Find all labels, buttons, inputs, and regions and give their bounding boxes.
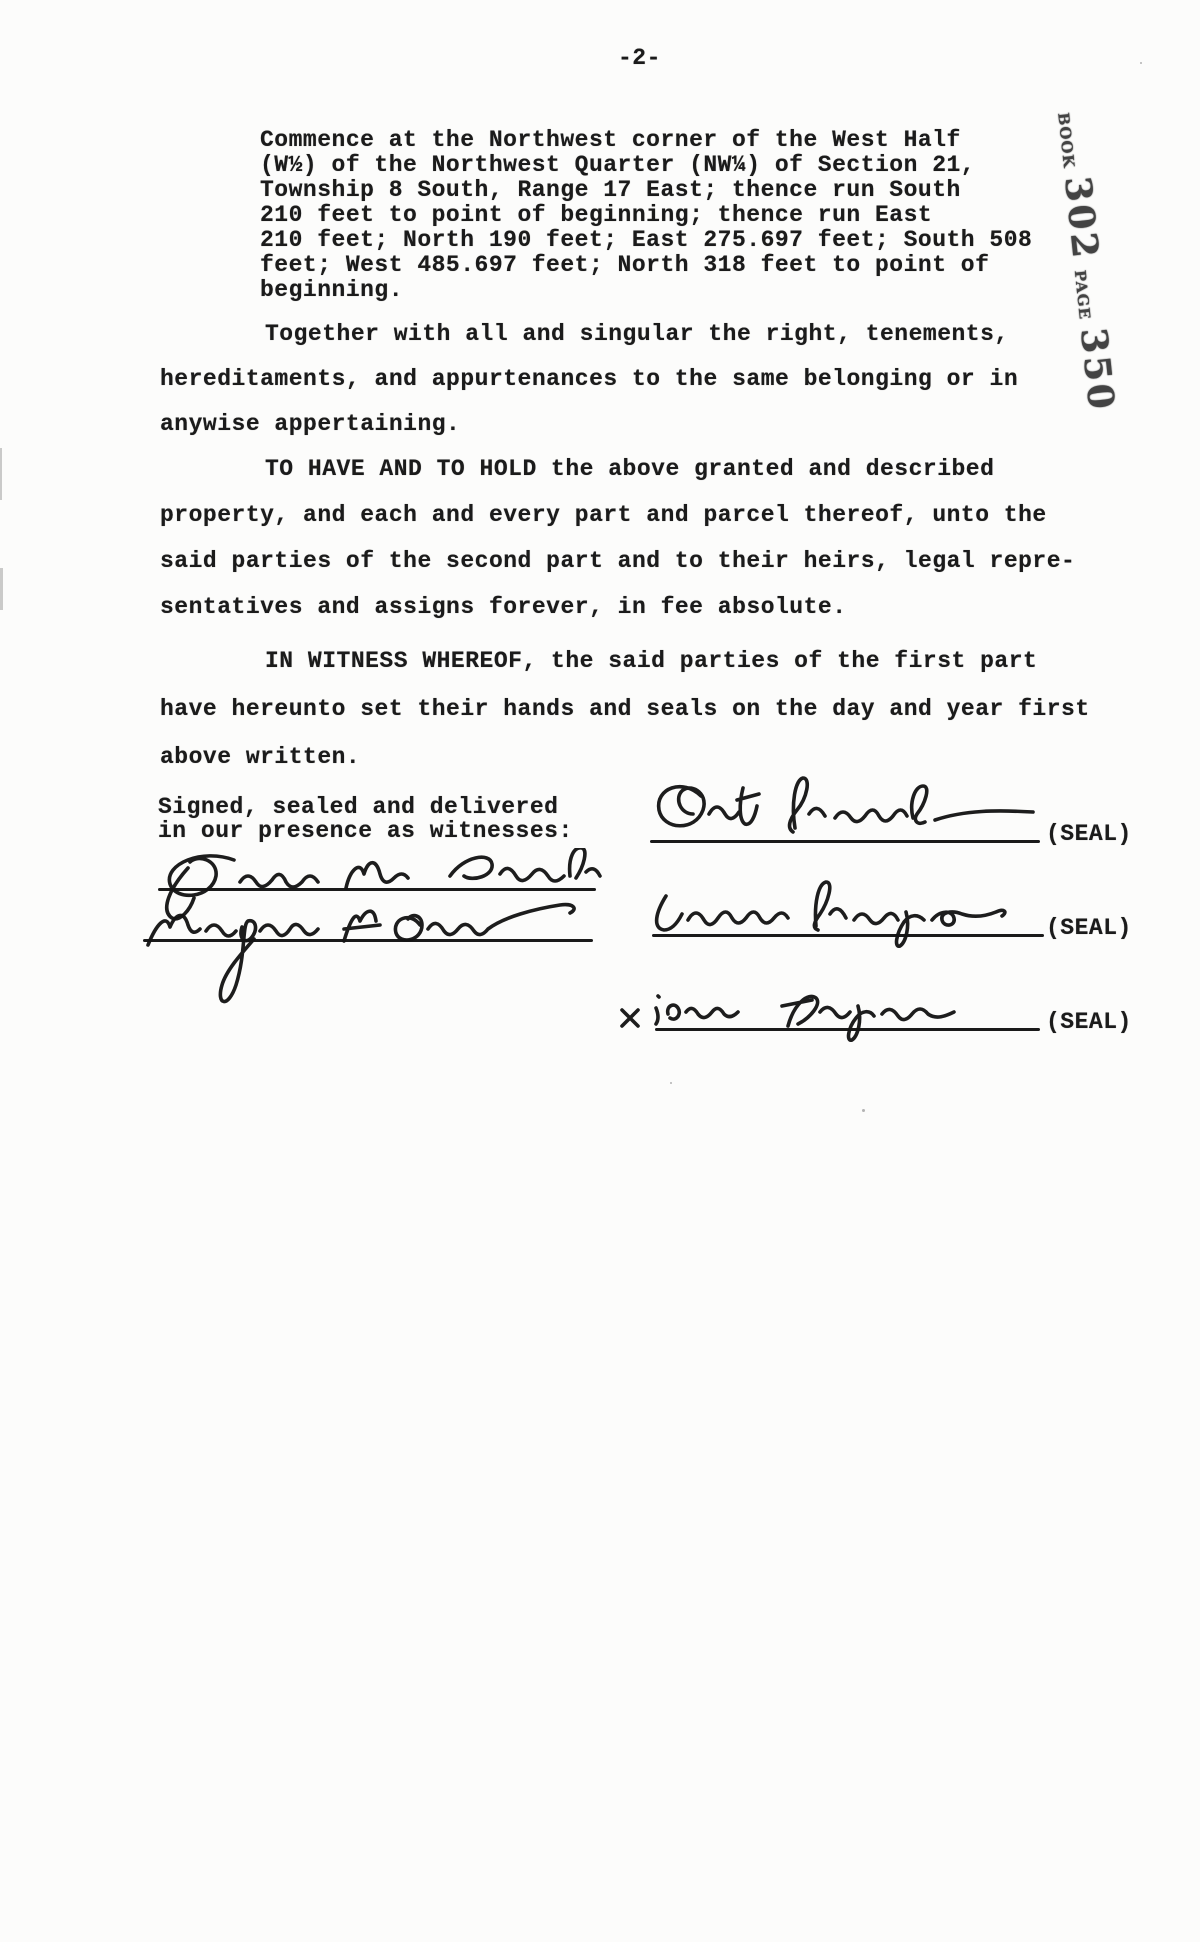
legal-description-line: Commence at the Northwest corner of the West Half: [260, 127, 961, 153]
scan-speck: [670, 1082, 672, 1084]
body-line: said parties of the second part and to their heirs, legal repre-: [160, 548, 1076, 574]
witness-caption-line: in our presence as witnesses:: [158, 818, 573, 844]
grantor-signature-1: [645, 770, 1045, 855]
grantor-signature-2: [640, 872, 1050, 954]
grantor-signature-3: [612, 968, 1032, 1050]
body-line: IN WITNESS WHEREOF, the said parties of the first part: [265, 648, 1038, 674]
witness-signature-2: [130, 893, 600, 1018]
legal-description-line: 210 feet to point of beginning; thence run East: [260, 202, 933, 228]
body-line: have hereunto set their hands and seals on the day and year first: [160, 696, 1090, 722]
seal-label: (SEAL): [1046, 915, 1132, 941]
body-line: anywise appertaining.: [160, 411, 461, 437]
body-line: TO HAVE AND TO HOLD the above granted and described: [265, 456, 995, 482]
scan-speck: [862, 1109, 865, 1112]
scan-edge-artifact: [0, 448, 2, 500]
body-line: sentatives and assigns forever, in fee absolute.: [160, 594, 847, 620]
page-number: -2-: [618, 45, 661, 71]
seal-label: (SEAL): [1046, 1009, 1132, 1035]
seal-label: (SEAL): [1046, 821, 1132, 847]
legal-description-line: (W½) of the Northwest Quarter (NW¼) of Section 21,: [260, 152, 976, 178]
stamp-book-number: 302: [1056, 174, 1107, 263]
legal-description-line: 210 feet; North 190 feet; East 275.697 feet; South 508: [260, 227, 1033, 253]
scan-speck: [1140, 62, 1142, 64]
recorder-stamp: [1054, 110, 1123, 414]
stamp-book-label: BOOK: [1054, 111, 1078, 170]
body-line: property, and each and every part and parcel thereof, unto the: [160, 502, 1047, 528]
body-line: above written.: [160, 744, 361, 770]
recorder-stamp-text: [1052, 110, 1123, 423]
body-line: Together with all and singular the right, tenements,: [265, 321, 1009, 347]
legal-description-line: feet; West 485.697 feet; North 318 feet to point of: [260, 252, 990, 278]
witness-caption-line: Signed, sealed and delivered: [158, 794, 559, 820]
legal-description-line: Township 8 South, Range 17 East; thence run South: [260, 177, 961, 203]
stamp-page-number: 350: [1071, 325, 1123, 414]
body-line: hereditaments, and appurtenances to the same belonging or in: [160, 366, 1019, 392]
legal-description-line: beginning.: [260, 277, 404, 303]
stamp-page-label: PAGE: [1070, 269, 1094, 321]
scan-edge-artifact: [0, 568, 3, 610]
